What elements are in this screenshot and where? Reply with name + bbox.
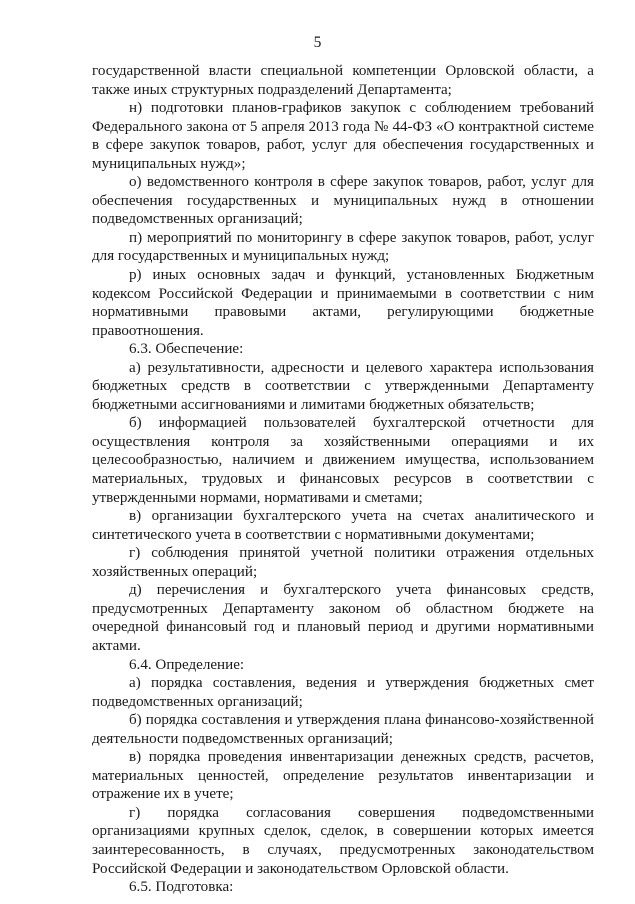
paragraph-6-3-b: б) информацией пользователей бухгалтерской отчетности для осуществления контроля за хозяйственными операциями и их целесообразностью, наличием и движением имущества, использованием материальных, трудовых и финансовых ресурсов в соответствии с утвержденными нормами, нормативами и сметами; xyxy=(92,415,594,506)
paragraph-6-3-v: в) организации бухгалтерского учета на счетах аналитического и синтетического учета в соответствии с нормативными документами; xyxy=(92,508,594,543)
paragraph-item-n: н) подготовки планов-графиков закупок с соблюдением требований Федерального закона от 5 апреля 2013 года № 44-ФЗ «О контрактной системе в сфере закупок товаров, работ, услуг для обеспечения государственных и муниципальных нужд»; xyxy=(92,100,594,172)
section-heading-6-3: 6.3. Обеспечение: xyxy=(129,341,244,358)
page-number: 5 xyxy=(313,34,322,51)
paragraph-6-3-g: г) соблюдения принятой учетной политики отражения отдельных хозяйственных операций; xyxy=(92,545,594,580)
paragraph-6-4-a: а) порядка составления, ведения и утверждения бюджетных смет подведомственных организаций; xyxy=(92,675,594,710)
paragraph-6-4-v: в) порядка проведения инвентаризации денежных средств, расчетов, материальных ценностей, определение результатов инвентаризации и отражение их в учете; xyxy=(92,749,594,803)
paragraph-6-4-g: г) порядка согласования совершения подведомственными организациями крупных сделок, сделок, в совершении которых имеется заинтересованность, в случаях, предусмотренных законодательством Российской Федерации и законодательством Орловской области. xyxy=(92,804,594,877)
paragraph-item-p: п) мероприятий по мониторингу в сфере закупок товаров, работ, услуг для государственных и муниципальных нужд; xyxy=(92,229,594,265)
section-heading-6-5: 6.5. Подготовка: xyxy=(129,879,234,896)
paragraph-6-3-d: д) перечисления и бухгалтерского учета финансовых средств, предусмотренных Департаменту законом об областном бюджете на очередной финансовый год и плановый период и другими нормативными актами. xyxy=(92,582,594,654)
section-heading-6-4: 6.4. Определение: xyxy=(129,656,245,673)
paragraph-item-o: о) ведомственного контроля в сфере закупок товаров, работ, услуг для обеспечения государственных и муниципальных нужд в отношении подведомственных организаций; xyxy=(92,174,594,228)
document-body xyxy=(92,62,594,897)
paragraph-6-3-a: а) результативности, адресности и целевого характера использования бюджетных средств в соответствии с утвержденными Департаменту бюджетными ассигнованиями и лимитами бюджетных обязательств; xyxy=(92,359,594,413)
paragraph-continuation: государственной власти специальной компетенции Орловской области, а также иных структурных подразделений Департамента; xyxy=(92,63,594,98)
paragraph-6-4-b: б) порядка составления и утверждения плана финансово-хозяйственной деятельности подведомственных организаций; xyxy=(92,712,594,747)
paragraph-item-r: р) иных основных задач и функций, установленных Бюджетным кодексом Российской Федерации и принимаемыми в соответствии с ним нормативными правовыми актами, регулирующими бюджетные правоотношения. xyxy=(92,267,594,339)
